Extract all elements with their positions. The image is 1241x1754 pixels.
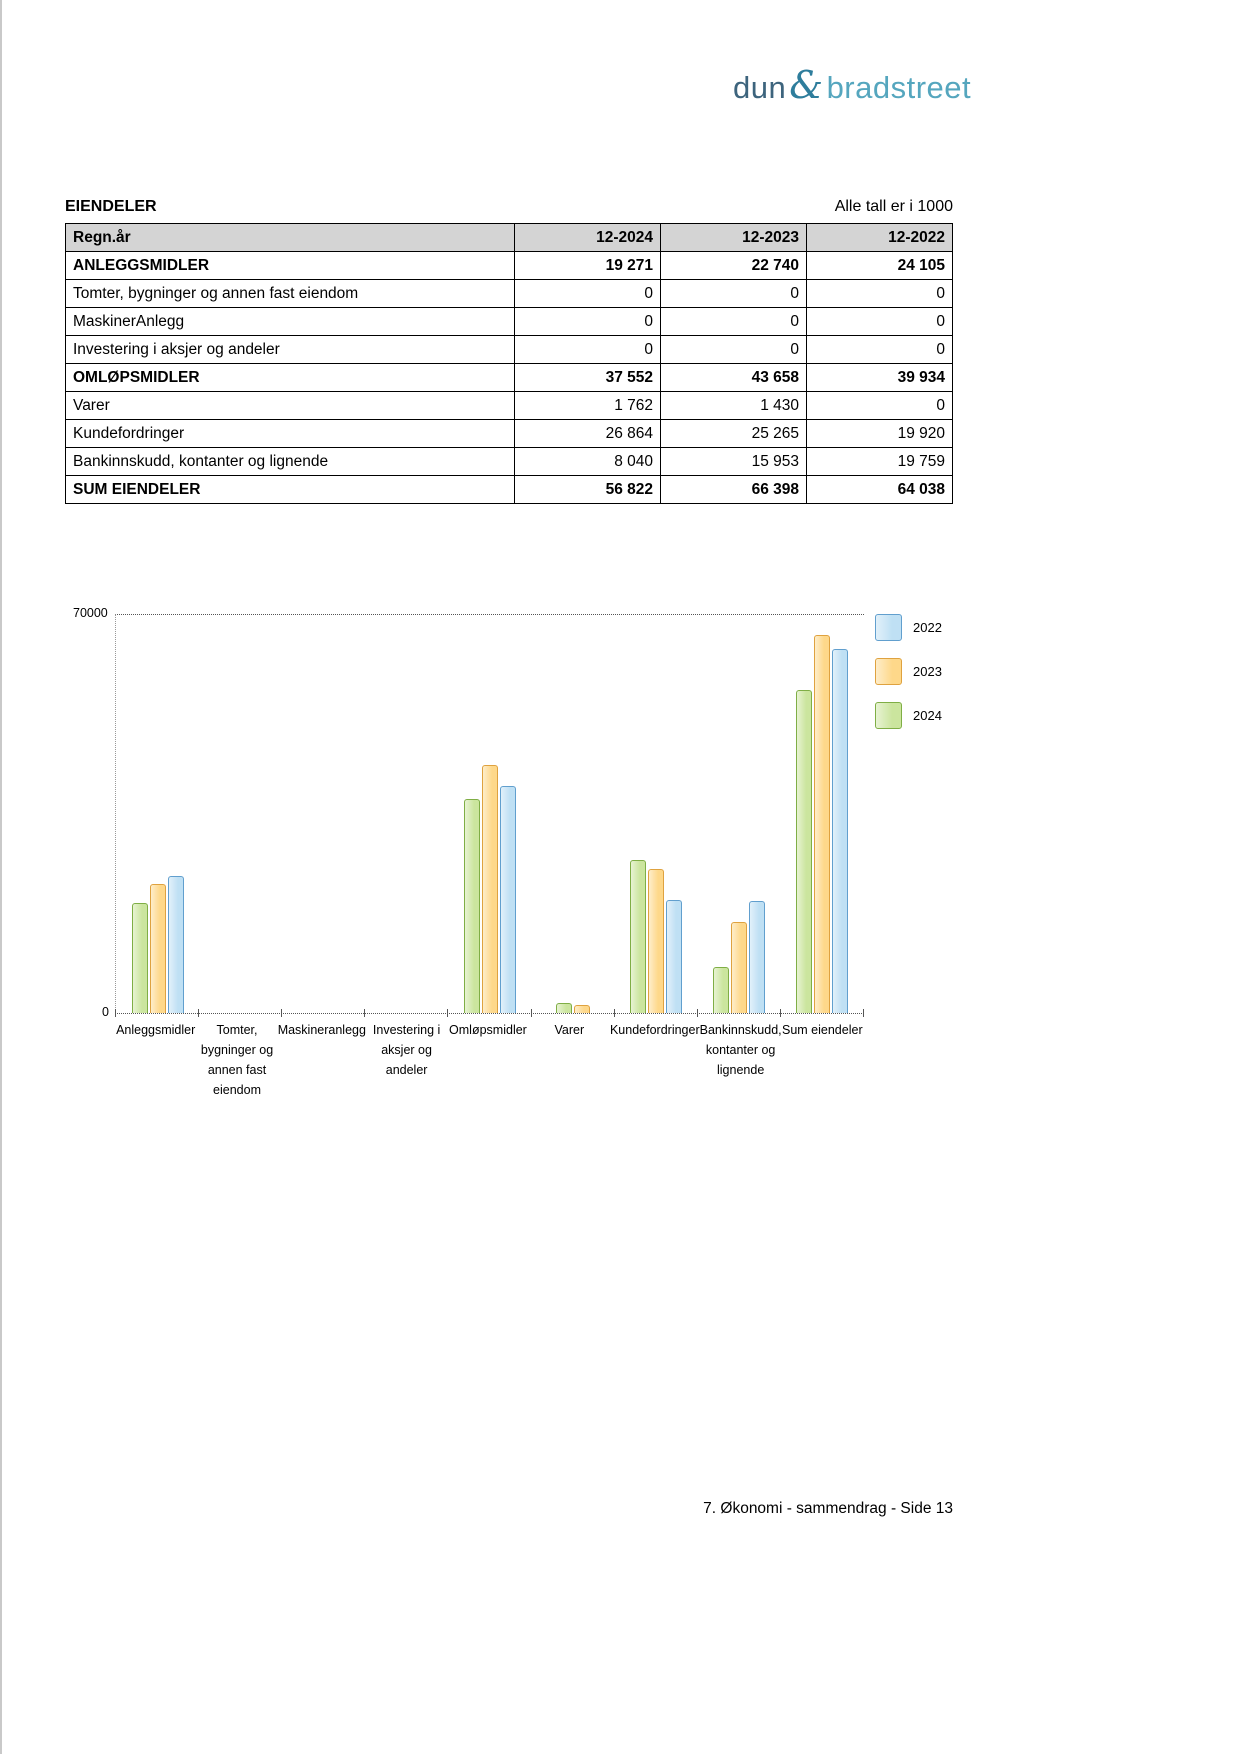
row-value: 0	[807, 336, 953, 364]
bar-2022	[749, 901, 765, 1013]
row-value: 0	[661, 336, 807, 364]
assets-table	[65, 223, 953, 504]
row-value: 43 658	[661, 364, 807, 392]
row-value: 26 864	[515, 420, 661, 448]
row-label: ANLEGGSMIDLER	[66, 252, 515, 280]
bar-group	[781, 635, 864, 1013]
category-label: Maskineranlegg	[277, 1023, 366, 1037]
table-row	[66, 252, 953, 280]
row-value: 1 762	[515, 392, 661, 420]
legend-item	[875, 658, 942, 685]
bar-2023	[731, 922, 747, 1013]
bar-group	[448, 765, 531, 1013]
column-header: 12-2023	[661, 224, 807, 252]
bar-2024	[132, 903, 148, 1013]
row-value: 37 552	[515, 364, 661, 392]
bar-group	[698, 901, 781, 1013]
row-label: Bankinnskudd, kontanter og lignende	[66, 448, 515, 476]
category-label: Sum eiendeler	[782, 1023, 863, 1037]
bar-group	[116, 876, 199, 1013]
row-value: 0	[807, 308, 953, 336]
bar-2024	[796, 690, 812, 1013]
axis-tick	[531, 1009, 532, 1017]
bar-2024	[630, 860, 646, 1013]
legend-label: 2024	[913, 708, 942, 723]
row-value: 66 398	[661, 476, 807, 504]
bar-2022	[666, 900, 682, 1013]
row-value: 39 934	[807, 364, 953, 392]
axis-tick	[281, 1009, 282, 1017]
bar-2023	[150, 884, 166, 1013]
row-value: 1 430	[661, 392, 807, 420]
page-footer: 7. Økonomi - sammendrag - Side 13	[703, 1500, 953, 1517]
dun-bradstreet-logo: dun & bradstreet	[733, 63, 972, 107]
category-label: Investering i aksjer og andeler	[372, 1023, 441, 1077]
bar-2023	[814, 635, 830, 1013]
legend-label: 2023	[913, 664, 942, 679]
row-value: 64 038	[807, 476, 953, 504]
bar-2024	[556, 1003, 572, 1013]
table-row	[66, 448, 953, 476]
row-value: 15 953	[661, 448, 807, 476]
row-value: 19 920	[807, 420, 953, 448]
bar-2024	[713, 967, 729, 1013]
category-label: Anleggsmidler	[116, 1023, 196, 1037]
row-value: 0	[515, 336, 661, 364]
row-label: MaskinerAnlegg	[66, 308, 515, 336]
axis-tick	[780, 1009, 781, 1017]
category-label: Omløpsmidler	[449, 1023, 527, 1037]
bar-2023	[648, 869, 664, 1013]
table-row	[66, 280, 953, 308]
table-row	[66, 308, 953, 336]
row-value: 22 740	[661, 252, 807, 280]
axis-tick	[198, 1009, 199, 1017]
axis-tick	[115, 1009, 116, 1017]
bar-2023	[482, 765, 498, 1013]
row-label: Tomter, bygninger og annen fast eiendom	[66, 280, 515, 308]
bar-group	[615, 860, 698, 1013]
table-row	[66, 336, 953, 364]
column-header: 12-2022	[807, 224, 953, 252]
column-header: Regn.år	[66, 224, 515, 252]
section-title: EIENDELER	[65, 198, 157, 215]
bar-2023	[574, 1005, 590, 1013]
y-axis-max-label: 70000	[73, 606, 108, 620]
table-row	[66, 420, 953, 448]
row-value: 0	[661, 280, 807, 308]
y-axis-min-label: 0	[102, 1005, 109, 1019]
table-row	[66, 392, 953, 420]
table-header-row	[66, 224, 953, 252]
legend-swatch	[875, 658, 902, 685]
bar-group	[532, 1003, 615, 1013]
bar-2022	[832, 649, 848, 1013]
row-value: 19 271	[515, 252, 661, 280]
plot-area	[115, 614, 864, 1014]
category-label: Tomter, bygninger og annen fast eiendom	[200, 1023, 274, 1097]
column-header: 12-2024	[515, 224, 661, 252]
page-edge-line	[0, 0, 2, 1754]
row-label: Kundefordringer	[66, 420, 515, 448]
row-value: 25 265	[661, 420, 807, 448]
legend-swatch	[875, 614, 902, 641]
bar-2022	[500, 786, 516, 1013]
axis-tick	[447, 1009, 448, 1017]
row-label: Varer	[66, 392, 515, 420]
assets-section	[65, 198, 953, 504]
legend-label: 2022	[913, 620, 942, 635]
legend-swatch	[875, 702, 902, 729]
row-value: 56 822	[515, 476, 661, 504]
category-label: Bankinnskudd, kontanter og lignende	[699, 1023, 782, 1077]
row-value: 19 759	[807, 448, 953, 476]
assets-bar-chart	[65, 598, 1145, 1158]
row-value: 0	[661, 308, 807, 336]
category-label: Kundefordringer	[609, 1023, 700, 1037]
category-label: Varer	[554, 1023, 585, 1037]
table-row	[66, 364, 953, 392]
axis-tick	[697, 1009, 698, 1017]
logo-dun-text: dun	[733, 70, 787, 105]
chart-legend	[875, 614, 942, 746]
table-row	[66, 476, 953, 504]
row-label: SUM EIENDELER	[66, 476, 515, 504]
x-axis-labels	[115, 1020, 863, 1100]
bar-2022	[168, 876, 184, 1013]
row-value: 0	[515, 280, 661, 308]
legend-item	[875, 614, 942, 641]
units-note: Alle tall er i 1000	[834, 198, 953, 215]
row-value: 0	[807, 280, 953, 308]
axis-tick	[364, 1009, 365, 1017]
logo-bradstreet-text: bradstreet	[826, 70, 972, 105]
row-value: 0	[807, 392, 953, 420]
row-value: 24 105	[807, 252, 953, 280]
row-value: 0	[515, 308, 661, 336]
table-title-row	[65, 198, 953, 216]
row-label: OMLØPSMIDLER	[66, 364, 515, 392]
bar-2024	[464, 799, 480, 1013]
legend-item	[875, 702, 942, 729]
row-value: 8 040	[515, 448, 661, 476]
axis-tick	[863, 1009, 864, 1017]
row-label: Investering i aksjer og andeler	[66, 336, 515, 364]
axis-tick	[614, 1009, 615, 1017]
